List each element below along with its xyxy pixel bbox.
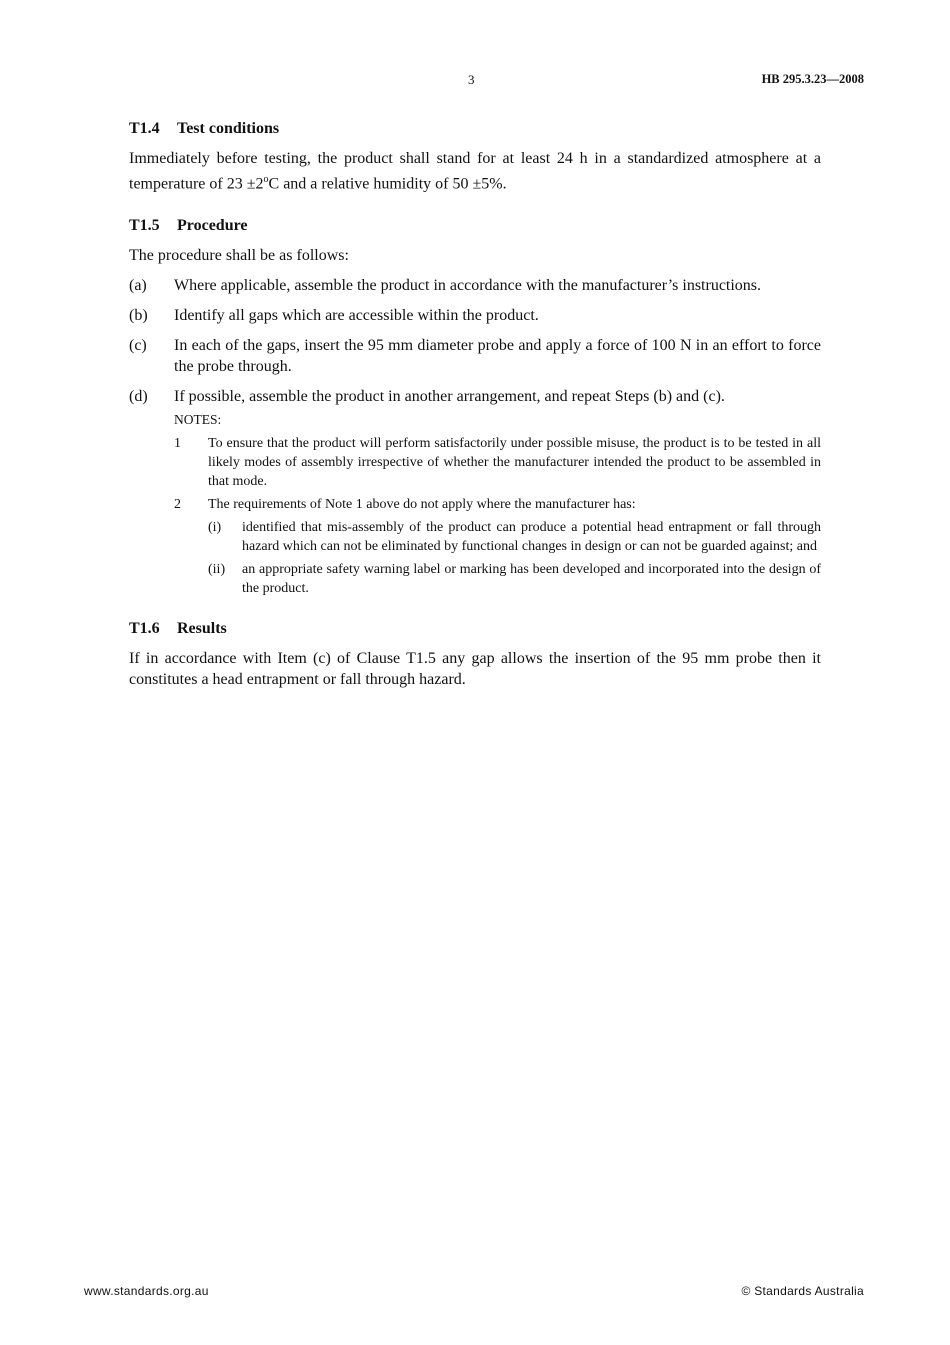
subnote-text: an appropriate safety warning label or marking has been developed and incorporated into the design of the product. [242, 562, 821, 597]
subnote-item [208, 518, 821, 556]
notes-block [174, 410, 821, 598]
paragraph-text: Immediately before testing, the product shall stand for at least 24 h in a standardized atmosphere at a temperature of 23 ±2 [129, 150, 821, 193]
section-number: T1.4 [129, 120, 160, 137]
section-number: T1.5 [129, 217, 160, 235]
subnote-text: identified that mis-assembly of the product can produce a potential head entrapment or fall through hazard which can not be eliminated by functional changes in design or can not be guarded against; and [242, 520, 821, 555]
footer-copyright: © Standards Australia [741, 1284, 864, 1298]
note-text: The requirements of Note 1 above do not apply where the manufacturer has: [208, 497, 636, 513]
section-heading-test-conditions [129, 118, 821, 140]
note-label: 2 [174, 497, 181, 513]
procedure-step [129, 335, 821, 377]
note-text: To ensure that the product will perform satisfactorily under possible misuse, the product is to be tested in all likely modes of assembly irrespective of whether the manufacturer intended the product to be assembled in that mode. [208, 436, 821, 490]
degree-superscript: o [263, 174, 269, 185]
note-item [174, 495, 821, 514]
procedure-step [129, 386, 821, 407]
step-label: (d) [129, 388, 148, 406]
procedure-step [129, 275, 821, 296]
footer-website: www.standards.org.au [84, 1284, 209, 1298]
section-number: T1.6 [129, 620, 160, 638]
results-paragraph: If in accordance with Item (c) of Clause T1.5 any gap allows the insertion of the 95 mm probe then it constitutes a head entrapment or fall through hazard. [129, 650, 821, 689]
subnote-label: (i) [208, 520, 222, 536]
step-label: (c) [129, 337, 147, 355]
section-heading-procedure [129, 215, 821, 237]
procedure-step [129, 305, 821, 326]
document-id: HB 295.3.23—2008 [761, 72, 864, 86]
step-text: If possible, assemble the product in another arrangement, and repeat Steps (b) and (c). [174, 388, 725, 406]
test-conditions-paragraph [129, 148, 821, 194]
step-text: In each of the gaps, insert the 95 mm diameter probe and apply a force of 100 N in an effort to force the probe through. [174, 337, 821, 376]
section-title: Results [177, 620, 227, 638]
note-item [174, 434, 821, 491]
notes-title: NOTES: [174, 412, 222, 428]
section-heading-results [129, 618, 821, 640]
step-text: Where applicable, assemble the product in accordance with the manufacturer’s instructions. [174, 277, 762, 295]
section-title: Test conditions [177, 120, 280, 137]
page-number: 3 [468, 72, 475, 87]
subnote-item [208, 560, 821, 598]
page-content [129, 118, 821, 711]
procedure-intro: The procedure shall be as follows: [129, 247, 349, 265]
note-label: 1 [174, 436, 181, 452]
paragraph-text-end: C and a relative humidity of 50 ±5%. [268, 175, 507, 193]
step-label: (a) [129, 277, 147, 295]
step-label: (b) [129, 307, 148, 325]
section-title: Procedure [177, 217, 248, 235]
subnote-label: (ii) [208, 562, 226, 578]
step-text: Identify all gaps which are accessible within the product. [174, 307, 539, 325]
